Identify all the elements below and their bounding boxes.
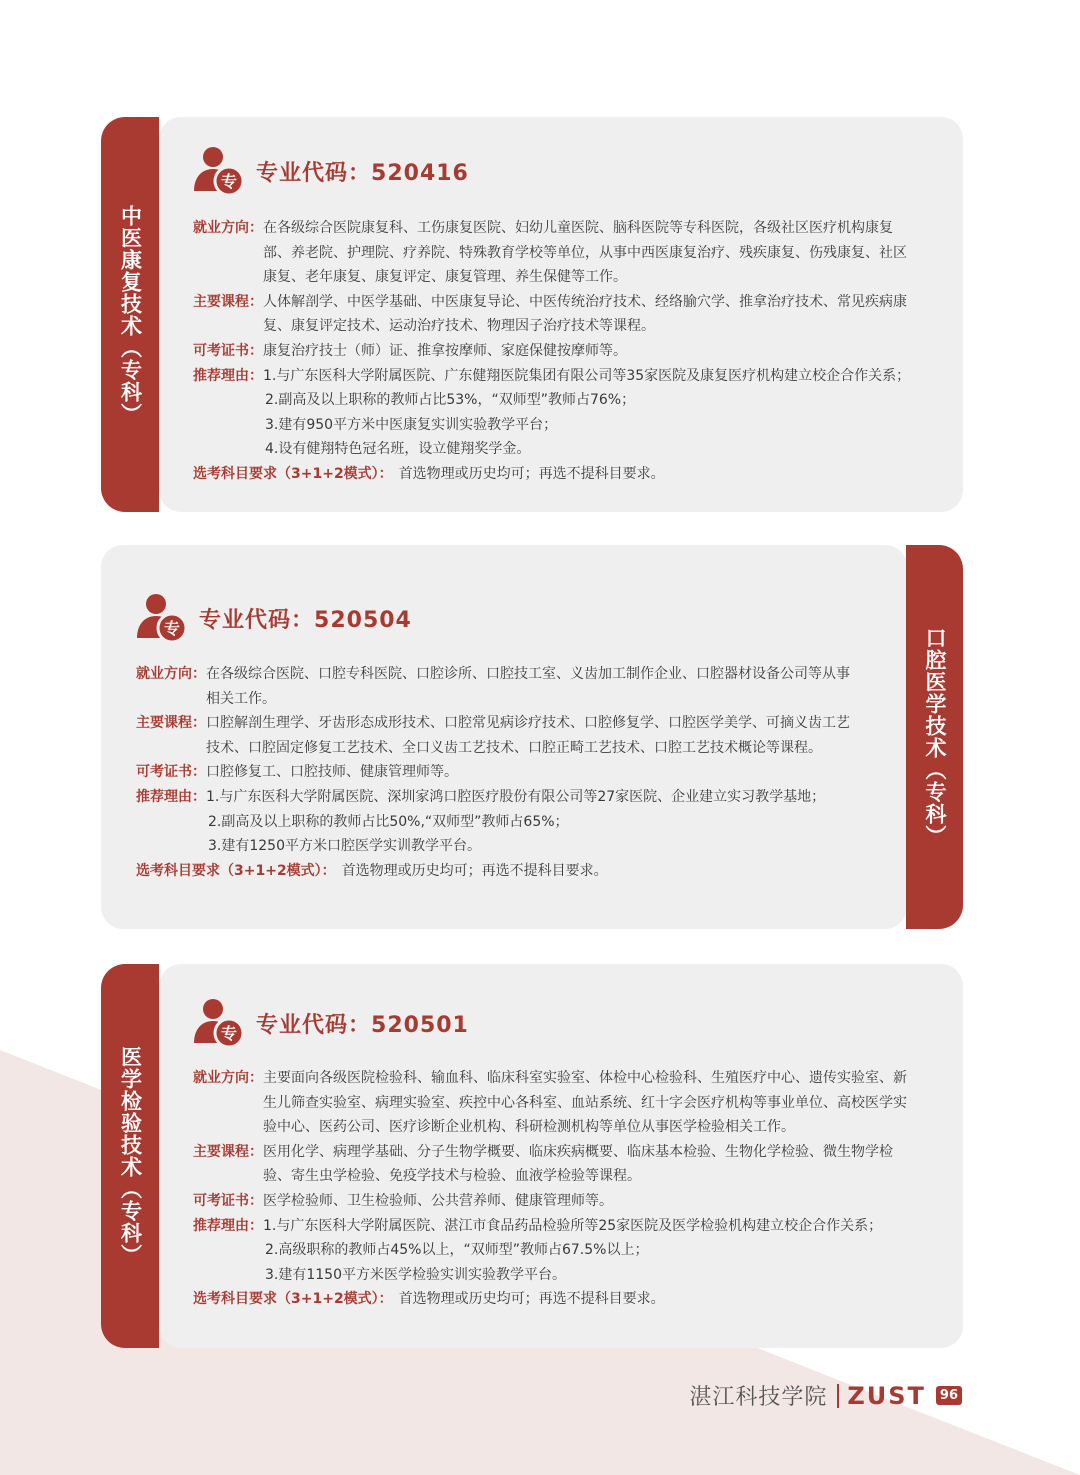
major-details: [136, 662, 876, 883]
subject-value: 首选物理或历史均可；再选不提科目要求。: [398, 465, 665, 482]
major-tab-lab: [101, 964, 159, 1348]
cert-row: [193, 1189, 933, 1214]
reason-item: 3.建有1250平方米口腔医学实训教学平台。: [208, 838, 481, 855]
reason-item: 1.与广东医科大学附属医院、湛江市食品药品检验所等25家医院及医学检验机构建立校企合作关系；: [263, 1217, 883, 1234]
cert-value: 口腔修复工、口腔技师、健康管理师等。: [206, 764, 458, 781]
reasons-label: 推荐理由：: [193, 367, 263, 384]
courses-line: 复、康复评定技术、运动治疗技术、物理因子治疗技术等课程。: [263, 318, 655, 335]
page-footer: [689, 1380, 962, 1411]
major-code: 520416: [371, 160, 469, 186]
employment-line: 在各级综合医院康复科、工伤康复医院、妇幼儿童医院、脑科医院等专科医院，各级社区医疗机构康复: [263, 220, 893, 236]
courses-label: 主要课程：: [136, 715, 206, 732]
cert-label: 可考证书：: [136, 764, 206, 781]
reasons-label: 推荐理由：: [193, 1217, 263, 1234]
subject-row: [136, 859, 876, 884]
employment-row: [136, 662, 876, 711]
brand-logo: ZUST: [847, 1381, 926, 1410]
major-code-header: [192, 143, 469, 199]
major-tab-rehab: [101, 117, 159, 512]
cert-value: 康复治疗技士（师）证、推拿按摩师、家庭保健按摩师等。: [263, 342, 627, 359]
badge-text: 专: [163, 619, 181, 638]
courses-line: 验、寄生虫学检验、免疫学技术与检验、血液学检验等课程。: [263, 1168, 641, 1185]
courses-row: [193, 290, 933, 339]
badge-text: 专: [220, 172, 238, 191]
reason-item: 4.设有健翔特色冠名班，设立健翔奖学金。: [265, 441, 531, 458]
courses-line: 人体解剖学、中医学基础、中医康复导论、中医传统治疗技术、经络腧穴学、推拿治疗技术、常见疾病康: [263, 293, 907, 310]
subject-row: [193, 462, 933, 487]
courses-row: [193, 1140, 933, 1189]
major-details: [193, 216, 933, 487]
employment-label: 就业方向：: [193, 220, 263, 236]
courses-label: 主要课程：: [193, 1143, 263, 1160]
subject-value: 首选物理或历史均可；再选不提科目要求。: [398, 1291, 665, 1308]
major-tab-dental: [906, 545, 963, 929]
major-code-header: [135, 590, 412, 646]
reason-item: 1.与广东医科大学附属医院、广东健翔医院集团有限公司等35家医院及康复医疗机构建立校企合作关系；: [263, 367, 911, 384]
badge-text: 专: [220, 1024, 238, 1043]
employment-line: 相关工作。: [206, 690, 276, 707]
employment-line: 生儿筛查实验室、病理实验室、疾控中心各科室、血站系统、红十字会医疗机构等事业单位、高校医学实: [263, 1094, 907, 1111]
major-tab-label: 口腔医学技术（专科）: [923, 627, 947, 847]
cert-label: 可考证书：: [193, 342, 263, 359]
major-code-title: [256, 156, 469, 187]
major-code: 520504: [314, 607, 412, 633]
major-tab-label: 医学检验技术（专科）: [118, 1046, 143, 1266]
major-code-header: [192, 995, 469, 1051]
reason-item: 2.高级职称的教师占45%以上，“双师型”教师占67.5%以上；: [265, 1242, 649, 1259]
code-label: 专业代码：: [256, 160, 372, 186]
reason-item: 2.副高及以上职称的教师占比50%,“双师型”教师占65%；: [208, 813, 569, 830]
employment-line: 部、养老院、护理院、疗养院、特殊教育学校等单位，从事中西医康复治疗、残疾康复、伤残康复、社区: [263, 244, 907, 261]
employment-label: 就业方向：: [193, 1070, 263, 1086]
subject-label: 选考科目要求（3+1+2模式）：: [136, 862, 336, 879]
courses-label: 主要课程：: [193, 293, 263, 310]
cert-value: 医学检验师、卫生检验师、公共营养师、健康管理师等。: [263, 1192, 613, 1209]
cert-row: [136, 760, 876, 785]
subject-row: [193, 1287, 933, 1312]
major-details: [193, 1066, 933, 1312]
employment-line: 康复、老年康复、康复评定、康复管理、养生保健等工作。: [263, 269, 627, 286]
courses-line: 医用化学、病理学基础、分子生物学概要、临床疾病概要、临床基本检验、生物化学检验、微生物学检: [263, 1143, 893, 1160]
reasons-row: [136, 785, 876, 859]
school-name: 湛江科技学院: [689, 1385, 828, 1410]
code-label: 专业代码：: [256, 1012, 372, 1038]
courses-line: 口腔解剖生理学、牙齿形态成形技术、口腔常见病诊疗技术、口腔修复学、口腔医学美学、可摘义齿工艺: [206, 715, 850, 732]
code-label: 专业代码：: [199, 607, 315, 633]
graduate-person-icon: [135, 590, 191, 646]
employment-row: [193, 216, 933, 290]
major-code-title: [199, 603, 412, 634]
employment-line: 验中心、医药公司、医疗诊断企业机构、科研检测机构等单位从事医学检验相关工作。: [263, 1119, 795, 1136]
employment-line: 在各级综合医院、口腔专科医院、口腔诊所、口腔技工室、义齿加工制作企业、口腔器材设备公司等从事: [206, 666, 850, 682]
reasons-row: [193, 364, 933, 462]
reasons-label: 推荐理由：: [136, 788, 206, 805]
major-code-title: [256, 1008, 469, 1039]
graduate-person-icon: [192, 143, 248, 199]
courses-row: [136, 711, 876, 760]
subject-label: 选考科目要求（3+1+2模式）：: [193, 465, 393, 482]
reasons-row: [193, 1214, 933, 1288]
cert-row: [193, 339, 933, 364]
subject-label: 选考科目要求（3+1+2模式）：: [193, 1291, 393, 1308]
graduate-person-icon: [192, 995, 248, 1051]
reason-item: 3.建有1150平方米医学检验实训实验教学平台。: [265, 1266, 566, 1283]
page-number: 96: [936, 1386, 962, 1405]
footer-divider: [837, 1384, 839, 1408]
cert-label: 可考证书：: [193, 1192, 263, 1209]
major-tab-label: 中医康复技术（专科）: [118, 204, 143, 425]
reason-item: 2.副高及以上职称的教师占比53%，“双师型”教师占76%；: [265, 392, 636, 409]
employment-row: [193, 1066, 933, 1140]
reason-item: 3.建有950平方米中医康复实训实验教学平台；: [265, 416, 558, 433]
employment-line: 主要面向各级医院检验科、输血科、临床科室实验室、体检中心检验科、生殖医疗中心、遗传实验室、新: [263, 1070, 907, 1086]
major-code: 520501: [371, 1012, 469, 1038]
employment-label: 就业方向：: [136, 666, 206, 682]
courses-line: 技术、口腔固定修复工艺技术、全口义齿工艺技术、口腔正畸工艺技术、口腔工艺技术概论等课程。: [206, 739, 822, 756]
reason-item: 1.与广东医科大学附属医院、深圳家鸿口腔医疗股份有限公司等27家医院、企业建立实习教学基地；: [206, 788, 826, 805]
subject-value: 首选物理或历史均可；再选不提科目要求。: [341, 862, 608, 879]
